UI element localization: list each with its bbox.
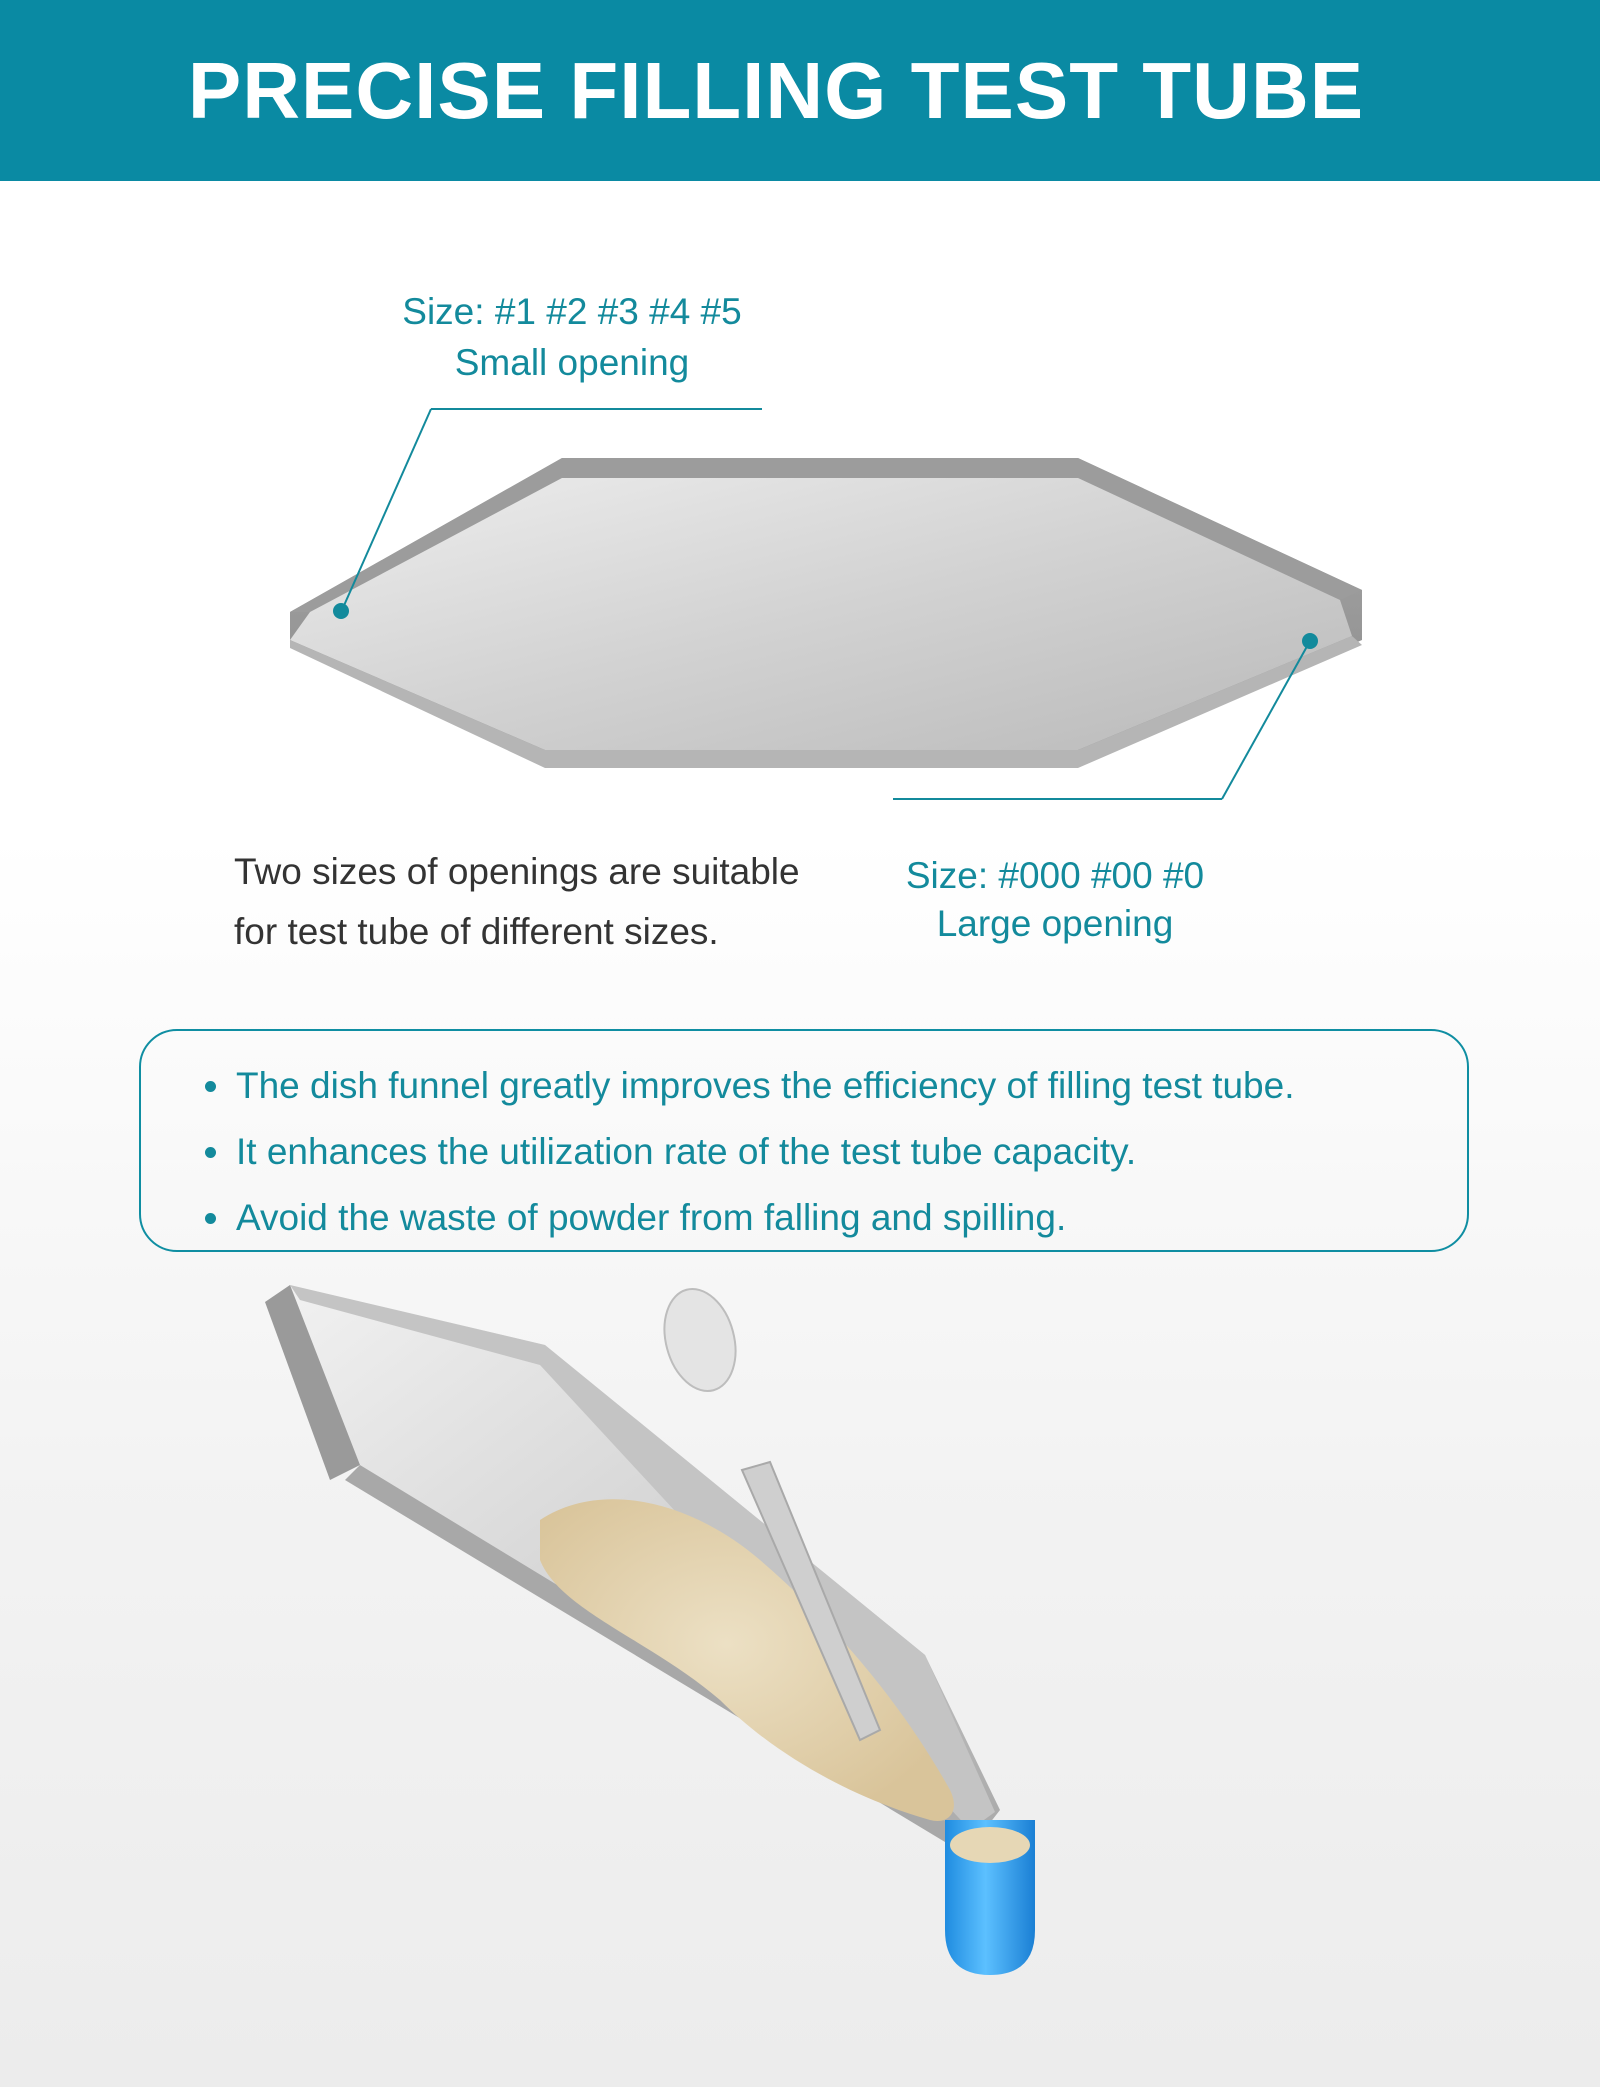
small-opening-title: Small opening	[454, 342, 690, 383]
dish-funnel-top	[290, 458, 1362, 768]
list-item: It enhances the utilization rate of the test tube capacity.	[236, 1119, 1467, 1185]
openings-description	[234, 842, 800, 962]
list-item: Avoid the waste of powder from falling and spilling.	[236, 1185, 1467, 1251]
features-box	[139, 1029, 1469, 1252]
small-opening-label	[366, 289, 778, 391]
page-title: PRECISE FILLING TEST TUBE	[187, 45, 1365, 135]
description-line-1: Two sizes of openings are suitable	[234, 851, 800, 892]
large-opening-title: Large opening	[936, 903, 1174, 944]
funnel-filling-render	[265, 1281, 1035, 1975]
list-item: The dish funnel greatly improves the efficiency of filling test tube.	[236, 1053, 1467, 1119]
large-opening-sizes: Size: #000 #00 #0	[905, 855, 1205, 896]
bullet-icon	[205, 1147, 216, 1158]
bullet-icon	[205, 1213, 216, 1224]
small-opening-sizes: Size: #1 #2 #3 #4 #5	[402, 291, 742, 332]
bullet-icon	[205, 1081, 216, 1092]
description-line-2: for test tube of different sizes.	[234, 911, 719, 952]
large-opening-label	[880, 853, 1230, 949]
capsule-icon	[945, 1820, 1035, 1975]
features-list	[141, 1031, 1467, 1251]
